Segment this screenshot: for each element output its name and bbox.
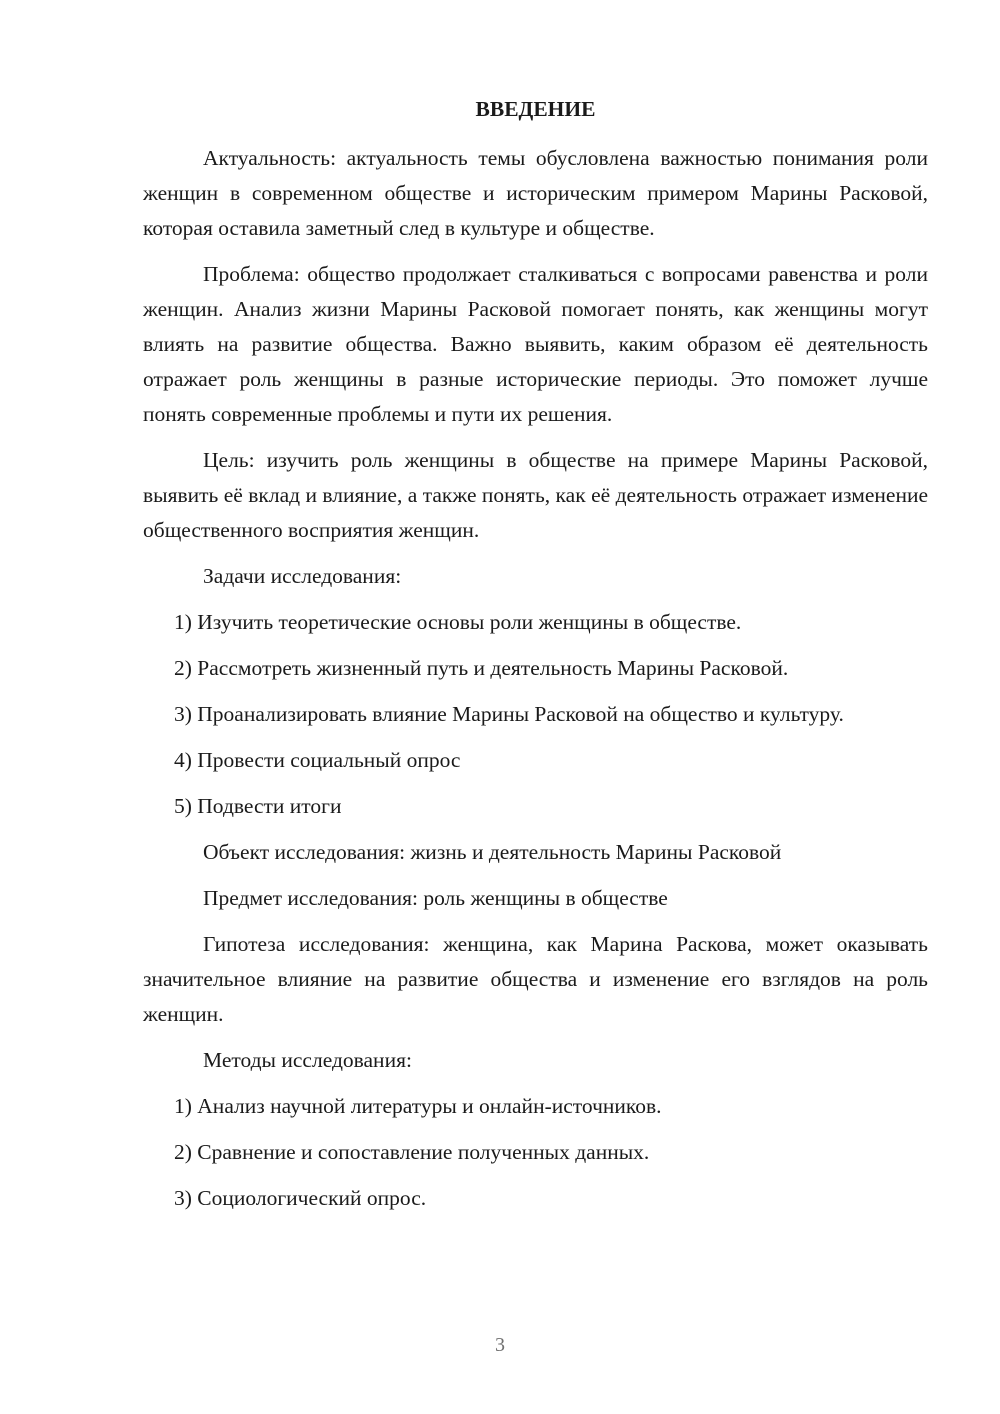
hypothesis-paragraph: Гипотеза исследования: женщина, как Марина Раскова, может оказывать значительное влияние на развитие общества и изменение его взглядов на роль женщин. — [143, 932, 928, 1026]
page-title: ВВЕДЕНИЕ — [475, 97, 596, 121]
list-item: 1) Анализ научной литературы и онлайн-источников. — [174, 1094, 662, 1118]
list-item: 5) Подвести итоги — [174, 794, 342, 818]
problem-paragraph: Проблема: общество продолжает сталкиваться с вопросами равенства и роли женщин. Анализ жизни Марины Расковой помогает понять, как женщины могут влиять на развитие общества. Важно выявить, каким образом её деятельность отражает роль женщины в разные исторические периоды. Это поможет лучше понять современные проблемы и пути их решения. — [143, 262, 928, 426]
tasks-list — [143, 605, 928, 824]
list-item: 3) Проанализировать влияние Марины Расковой на общество и культуру. — [174, 702, 844, 726]
subject-paragraph: Предмет исследования: роль женщины в обществе — [203, 886, 668, 910]
list-item: 3) Социологический опрос. — [174, 1186, 427, 1210]
methods-heading: Методы исследования: — [203, 1048, 412, 1072]
list-item: 4) Провести социальный опрос — [174, 748, 461, 772]
list-item: 1) Изучить теоретические основы роли женщины в обществе. — [174, 610, 742, 634]
methods-list — [143, 1089, 928, 1216]
list-item: 2) Рассмотреть жизненный путь и деятельность Марины Расковой. — [174, 656, 789, 680]
document-page — [143, 92, 928, 1227]
object-paragraph: Объект исследования: жизнь и деятельность Марины Расковой — [203, 840, 782, 864]
tasks-heading: Задачи исследования: — [203, 564, 402, 588]
list-item: 2) Сравнение и сопоставление полученных данных. — [174, 1140, 650, 1164]
goal-paragraph: Цель: изучить роль женщины в обществе на примере Марины Расковой, выявить её вклад и влияние, а также понять, как её деятельность отражает изменение общественного восприятия женщин. — [143, 448, 928, 542]
relevance-paragraph: Актуальность: актуальность темы обусловлена важностью понимания роли женщин в современном обществе и историческим примером Марины Расковой, которая оставила заметный след в культуре и обществе. — [143, 146, 928, 240]
page-number: 3 — [495, 1334, 505, 1356]
